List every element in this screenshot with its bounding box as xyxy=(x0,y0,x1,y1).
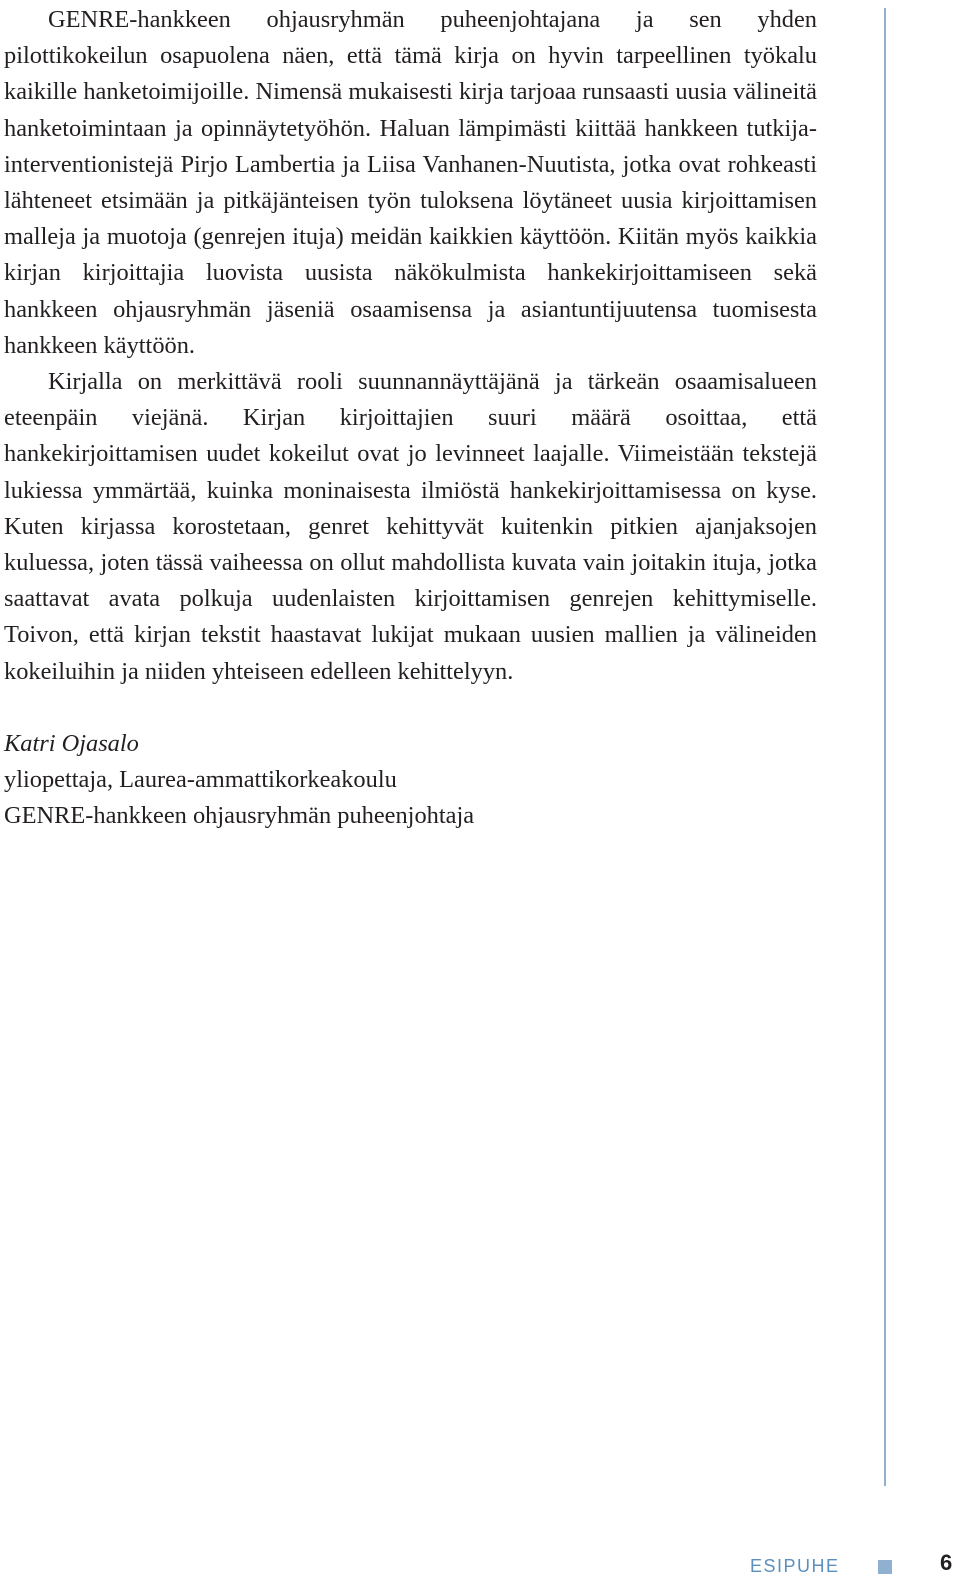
page-number: 6 xyxy=(940,1550,953,1575)
main-text-column xyxy=(4,2,817,834)
page-footer xyxy=(0,1550,960,1582)
signature-block xyxy=(4,726,817,835)
signature-role: GENRE-hankkeen ohjausryhmän puheenjohtaja xyxy=(4,802,475,830)
square-marker-icon xyxy=(878,1560,892,1574)
body-paragraph-2: Kirjalla on merkittävä rooli suunnannäyttäjänä ja tärkeän osaamisalueen eteenpäin viejänä. Kirjan kirjoittajien suuri määrä osoittaa, että hankekirjoittamisen uudet kokeilut ovat jo levinneet laajalle. Viimeistään tekstejä lukiessa ymmärtää, kuinka moninaisesta ilmiöstä hankekirjoittamisessa on kyse. Kuten kirjassa korostetaan, genret kehittyvät kuitenkin pitkien ajanjaksojen kuluessa, joten tässä vaiheessa on ollut mahdollista kuvata vain joitakin ituja, jotka saattavat avata polkuja uudenlaisten kirjoittamisen genrejen kehittymiselle. Toivon, että kirjan tekstit haastavat lukijat mukaan uusien mallien ja välineiden kokeiluihin ja niiden yhteiseen edelleen kehittelyyn. xyxy=(4,368,817,685)
signature-title: yliopettaja, Laurea-ammattikorkeakoulu xyxy=(4,766,397,794)
body-paragraph-1: GENRE-hankkeen ohjausryhmän puheenjohtajana ja sen yhden pilottikokeilun osapuolena näen, että tämä kirja on hyvin tarpeellinen työkalu kaikille hanketoimijoille. Nimensä mukaisesti kirja tarjoaa runsaasti uusia välineitä hanketoimintaan ja opinnäytetyöhön. Haluan lämpimästi kiittää hankkeen tutkija-interventionistejä Pirjo Lambertia ja Liisa Vanhanen-Nuutista, jotka ovat rohkeasti lähteneet etsimään ja pitkäjänteisen työn tuloksena löytäneet uusia kirjoittamisen malleja ja muotoja (genrejen ituja) meidän kaikkien käyttöön. Kiitän myös kaikkia kirjan kirjoittajia luovista uusista näkökulmista hankekirjoittamiseen sekä hankkeen ohjausryhmän jäseniä osaamisensa ja asiantuntijuutensa tuomisesta hankkeen käyttöön. xyxy=(4,6,817,359)
margin-rule xyxy=(884,8,886,1486)
section-label: ESIPUHE xyxy=(750,1556,840,1576)
signature-name: Katri Ojasalo xyxy=(4,729,139,757)
